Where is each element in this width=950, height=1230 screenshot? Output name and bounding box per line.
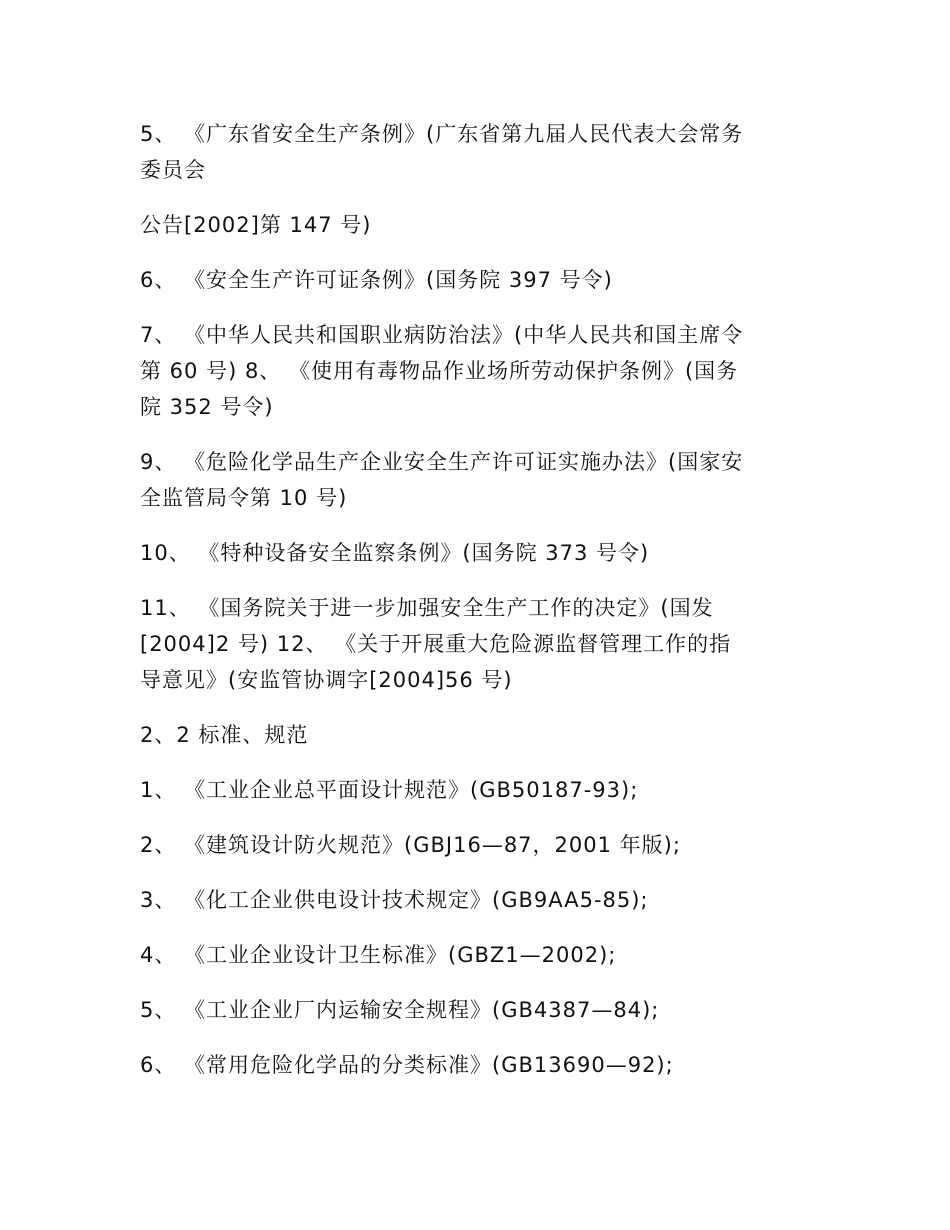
- text-line: 11、 《国务院关于进一步加强安全生产工作的决定》(国发: [140, 596, 714, 620]
- text-line: 院 352 号令): [140, 395, 274, 419]
- section-heading-standards: [140, 717, 820, 753]
- paragraph-standard-1: [140, 772, 820, 808]
- paragraph-regulation-7-8: [140, 317, 820, 425]
- text-line: 10、 《特种设备安全监察条例》(国务院 373 号令): [140, 541, 650, 565]
- text-line: 委员会: [140, 158, 206, 182]
- text-line: 第 60 号) 8、 《使用有毒物品作业场所劳动保护条例》(国务: [140, 359, 739, 383]
- text-line: 9、 《危险化学品生产企业安全生产许可证实施办法》(国家安: [140, 450, 744, 474]
- text-line: 6、 《常用危险化学品的分类标准》(GB13690—92);: [140, 1053, 674, 1077]
- paragraph-standard-4: [140, 937, 820, 973]
- paragraph-standard-6: [140, 1047, 820, 1083]
- text-line: 2、 《建筑设计防火规范》(GBJ16—87，2001 年版);: [140, 833, 681, 857]
- paragraph-regulation-6: [140, 262, 820, 298]
- paragraph-regulation-10: [140, 535, 820, 571]
- text-line: 3、 《化工企业供电设计技术规定》(GB9AA5-85);: [140, 888, 649, 912]
- text-line: 2、2 标准、规范: [140, 723, 309, 747]
- text-line: 6、 《安全生产许可证条例》(国务院 397 号令): [140, 268, 613, 292]
- paragraph-standard-3: [140, 882, 820, 918]
- text-line: 1、 《工业企业总平面设计规范》(GB50187-93);: [140, 778, 639, 802]
- text-line: 公告[2002]第 147 号): [140, 213, 372, 237]
- document-body: [140, 116, 820, 1102]
- text-line: 导意见》(安监管协调字[2004]56 号): [140, 668, 513, 692]
- text-line: 5、 《工业企业厂内运输安全规程》(GB4387—84);: [140, 998, 660, 1022]
- text-line: 全监管局令第 10 号): [140, 486, 348, 510]
- paragraph-standard-5: [140, 992, 820, 1028]
- text-line: 5、 《广东省安全生产条例》(广东省第九届人民代表大会常务: [140, 122, 744, 146]
- paragraph-regulation-11-12: [140, 590, 820, 698]
- text-line: [2004]2 号) 12、 《关于开展重大危险源监督管理工作的指: [140, 632, 732, 656]
- text-line: 7、 《中华人民共和国职业病防治法》(中华人民共和国主席令: [140, 323, 744, 347]
- paragraph-regulation-5: [140, 116, 820, 188]
- paragraph-standard-2: [140, 827, 820, 863]
- paragraph-regulation-9: [140, 444, 820, 516]
- text-line: 4、 《工业企业设计卫生标准》(GBZ1—2002);: [140, 943, 617, 967]
- paragraph-regulation-5-continued: [140, 207, 820, 243]
